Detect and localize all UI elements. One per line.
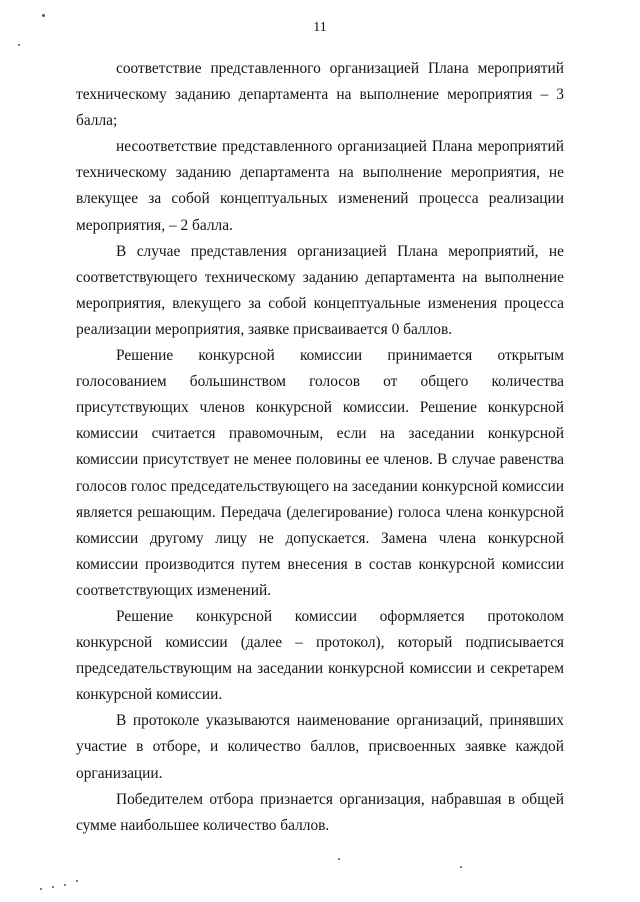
- scan-speck: [18, 44, 20, 46]
- scan-speck: [52, 886, 54, 888]
- paragraph-protocol: Решение конкурсной комиссии оформляется протоколом конкурсной комиссии (далее – протокол), который подписывается председательствующим на заседании конкурсной комиссии и секретарем конкурсной комиссии.: [76, 607, 564, 704]
- paragraph-voting: Решение конкурсной комиссии принимается открытым голосованием большинством голосов от общего количества присутствующих членов конкурсной комиссии. Решение конкурсной комиссии считается правомочным, если на заседании конкурсной комиссии присутствует не менее половины ее членов. В случае равенства голосов голос председательствующего на заседании конкурсной комиссии является решающим. Передача (делегирование) голоса члена конкурсной комиссии другому лицу не допускается. Замена члена конкурсной комиссии производится путем внесения в состав конкурсной комиссии соответствующих изменений.: [76, 347, 564, 599]
- paragraph-protocol-contents: В протоколе указываются наименование организаций, принявших участие в отборе, и количество баллов, присвоенных заявке каждой организации.: [76, 712, 564, 782]
- document-body: [76, 56, 564, 839]
- scan-speck: [64, 884, 66, 886]
- scan-speck: [40, 888, 42, 890]
- paragraph-winner: Победителем отбора признается организация, набравшая в общей сумме наибольшее количество баллов.: [76, 790, 564, 834]
- scan-speck: [42, 14, 45, 17]
- paragraph-criterion-0: В случае представления организацией Плана мероприятий, не соответствующего техническому заданию департамента на выполнение мероприятия, влекущего за собой концептуальные изменения процесса реализации мероприятия, заявке присваивается 0 баллов.: [76, 242, 564, 338]
- scan-speck: [460, 866, 462, 868]
- scan-speck: [76, 880, 78, 882]
- page-number: 11: [313, 20, 327, 35]
- paragraph-criterion-2: несоответствие представленного организацией Плана мероприятий техническому заданию департамента на выполнение мероприятия, не влекущее за собой концептуальных изменений процесса реализации мероприятия, – 2 балла.: [76, 138, 564, 234]
- scan-speck: [338, 858, 340, 860]
- paragraph-criterion-3: соответствие представленного организацией Плана мероприятий техническому заданию департамента на выполнение мероприятия – 3 балла;: [76, 60, 564, 130]
